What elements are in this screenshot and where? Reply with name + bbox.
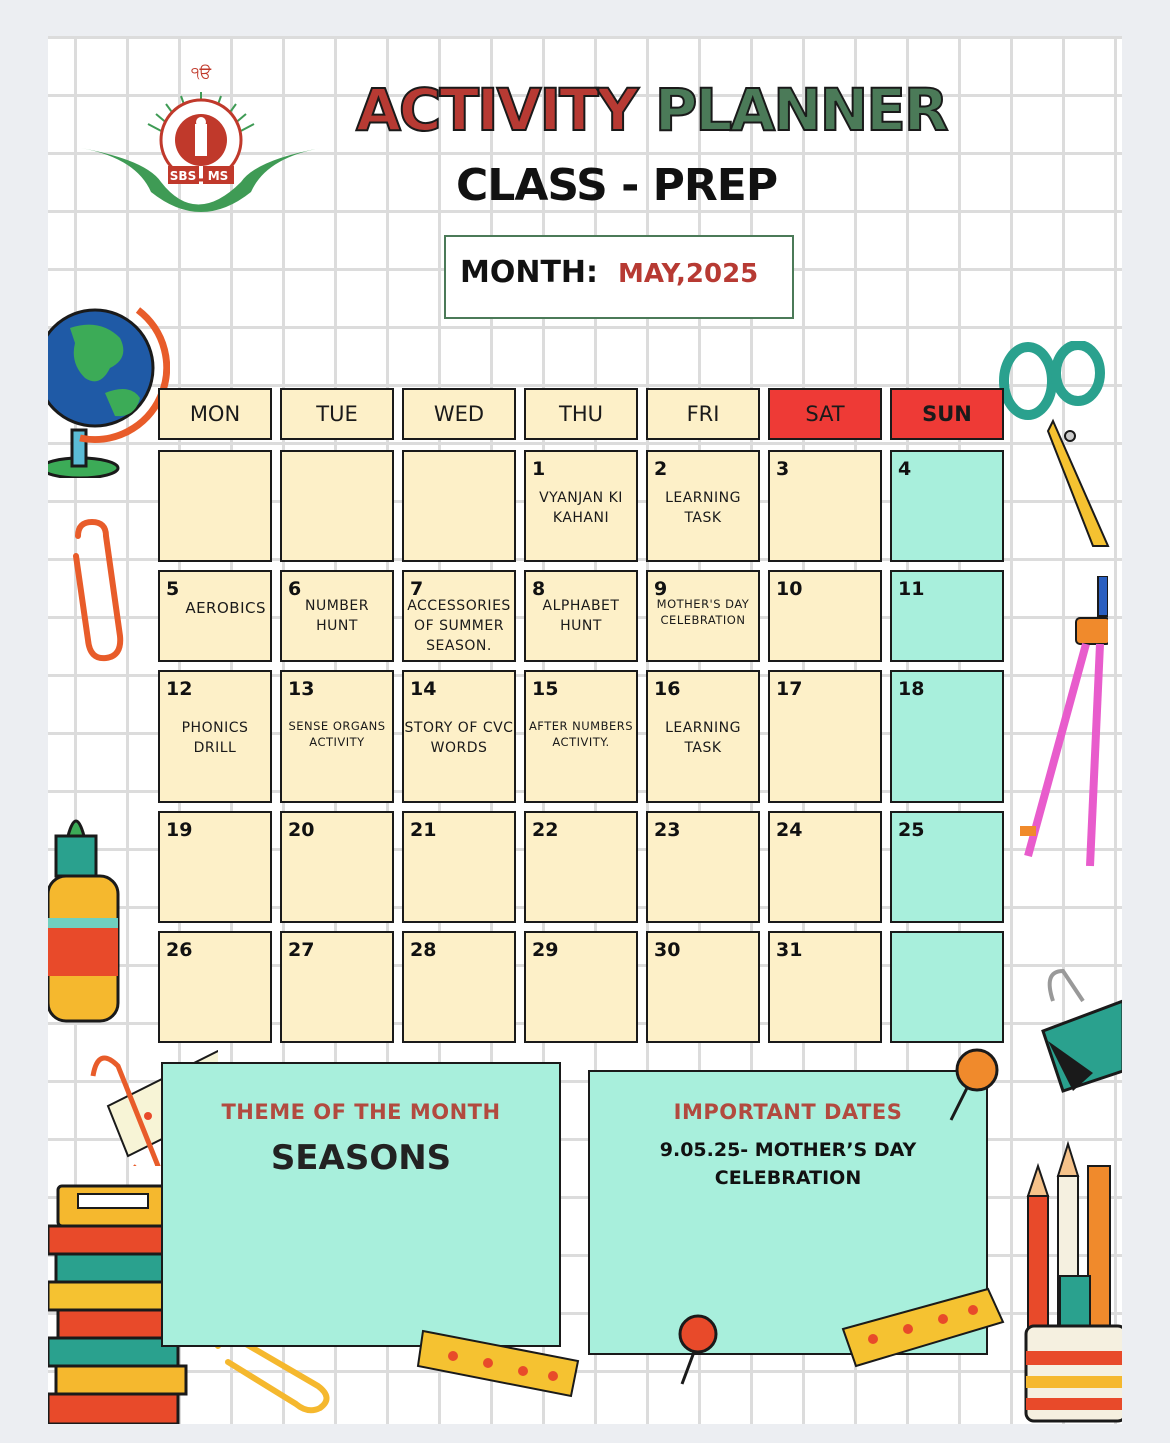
calendar-day-cell [768,570,882,662]
scissors-icon [998,341,1118,551]
day-number: 8 [532,578,546,600]
calendar-day-cell [890,931,1004,1043]
calendar-day-cell [646,570,760,662]
title-activity: ACTIVITY [356,76,637,144]
important-dates-title: IMPORTANT DATES [673,1100,903,1124]
day-number: 28 [410,939,437,961]
planner-page [48,36,1122,1424]
day-number: 27 [288,939,315,961]
day-activity: ACCESSORIES OF SUMMER SEASON. [407,598,511,654]
day-header-tue: TUE [280,388,394,440]
day-number: 19 [166,819,193,841]
washi-tape-right-icon [838,1284,1008,1374]
logo-top-mark: ੧ੳ [190,63,212,82]
day-number: 14 [410,678,437,700]
day-header-sun: SUN [890,388,1004,440]
day-number: 25 [898,819,925,841]
day-activity: STORY OF CVC WORDS [404,720,514,756]
calendar-day-cell [402,570,516,662]
day-number: 12 [166,678,193,700]
calendar-day-cell [646,450,760,562]
day-number: 29 [532,939,559,961]
logo-initials-right: MS [207,169,229,183]
title-planner: PLANNER [654,76,947,144]
day-number: 6 [288,578,302,600]
day-number: 10 [776,578,803,600]
school-logo-emblem [76,62,326,222]
calendar-day-cell [158,450,272,562]
day-number: 17 [776,678,803,700]
calendar-day-cell [402,450,516,562]
day-number: 11 [898,578,925,600]
day-header-wed: WED [402,388,516,440]
push-pin-bottom-icon [668,1308,728,1388]
day-number: 7 [410,578,424,600]
important-date-line-1: 9.05.25- MOTHER’S DAY [659,1139,917,1161]
day-number: 4 [898,458,912,480]
calendar-day-cell [158,570,272,662]
calendar-day-cell [158,931,272,1043]
month-box [444,235,794,319]
calendar-day-cell [524,450,638,562]
glue-bottle-icon [48,806,128,1026]
calendar-day-cell [158,811,272,923]
day-number: 13 [288,678,315,700]
day-number: 21 [410,819,437,841]
calendar-day-cell [402,811,516,923]
calendar-day-cell [280,570,394,662]
day-number: 15 [532,678,559,700]
day-header-fri: FRI [646,388,760,440]
day-activity: VYANJAN KI KAHANI [539,490,623,526]
day-header-mon: MON [158,388,272,440]
calendar-day-cell [890,811,1004,923]
day-number: 30 [654,939,681,961]
calendar-day-cell [402,670,516,803]
day-number: 26 [166,939,193,961]
month-value: MAY,2025 [618,259,759,289]
calendar-day-cell [280,931,394,1043]
day-number: 16 [654,678,681,700]
calendar-day-cell [768,931,882,1043]
calendar-day-cell [402,931,516,1043]
calendar-day-cell [890,450,1004,562]
day-number: 2 [654,458,668,480]
day-activity: AEROBICS [185,599,266,617]
logo-initials-left: SBS [169,169,197,183]
push-pin-icon [943,1044,1003,1124]
calendar-day-cell [890,670,1004,803]
day-header-sat: SAT [768,388,882,440]
calendar-day-cell [280,450,394,562]
paperclip-icon [58,516,138,666]
globe-icon [48,298,170,478]
day-activity: AFTER NUMBERS ACTIVITY. [528,719,634,749]
calendar-day-cell [524,570,638,662]
calendar-day-cell [524,811,638,923]
day-number: 20 [288,819,315,841]
day-number: 23 [654,819,681,841]
washi-tape-bottom-icon [413,1321,583,1401]
page-title [356,76,947,144]
calendar-day-cell [646,670,760,803]
pencil-cup-icon [1018,1136,1122,1424]
calendar-day-cell [524,931,638,1043]
calendar-day-cell [646,931,760,1043]
day-number: 9 [654,578,668,600]
binder-clip-icon [1033,961,1122,1101]
calendar-day-cell [524,670,638,803]
day-number: 1 [532,458,546,480]
calendar-day-cell [890,570,1004,662]
compass-icon [1018,576,1108,876]
calendar-day-cell [768,670,882,803]
day-activity: ALPHABET HUNT [542,598,620,634]
theme-value: SEASONS [270,1138,452,1178]
month-label: MONTH: [460,255,599,290]
day-number: 5 [166,578,180,600]
calendar-day-cell [768,811,882,923]
theme-panel [161,1062,561,1347]
calendar-day-cell [158,670,272,803]
day-number: 22 [532,819,559,841]
day-activity: NUMBER HUNT [305,598,369,634]
day-number: 18 [898,678,925,700]
day-number: 3 [776,458,790,480]
theme-title: THEME OF THE MONTH [221,1100,501,1124]
calendar-day-cell [280,670,394,803]
day-header-thu: THU [524,388,638,440]
day-activity: PHONICS DRILL [181,720,249,756]
calendar-day-cell [280,811,394,923]
day-number: 31 [776,939,803,961]
day-activity: LEARNING TASK [665,720,741,756]
day-activity: LEARNING TASK [665,490,741,526]
day-number: 24 [776,819,803,841]
calendar-day-cell [768,450,882,562]
day-activity: MOTHER'S DAY CELEBRATION [656,597,750,627]
calendar-day-cell [646,811,760,923]
class-label: CLASS - PREP [456,160,778,211]
day-activity: SENSE ORGANS ACTIVITY [288,719,386,749]
important-date-line-2: CELEBRATION [714,1167,862,1189]
